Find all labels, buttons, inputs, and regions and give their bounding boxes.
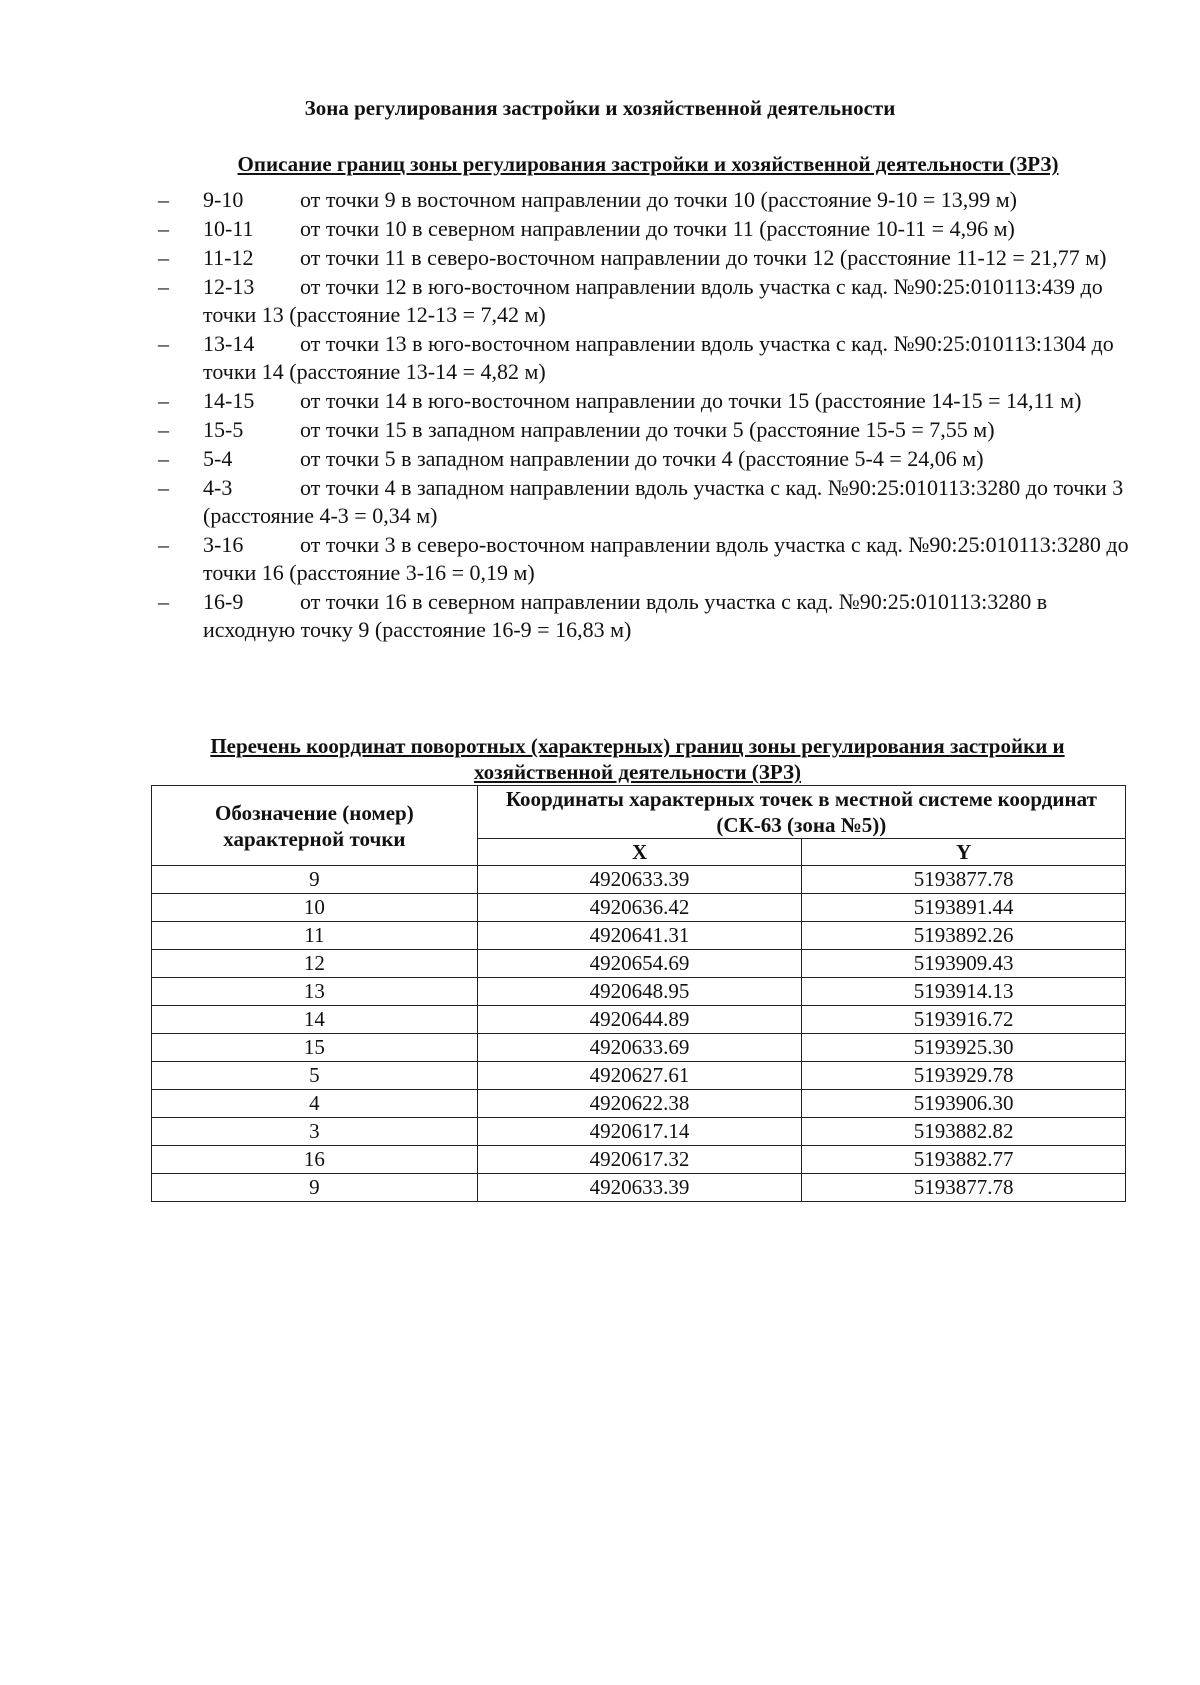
header-coordinates: Координаты характерных точек в местной системе координат (СК-63 (зона №5)): [477, 786, 1125, 839]
table-row: [152, 1034, 1126, 1062]
bullet-dash: –: [158, 274, 169, 299]
cell-y: 5193914.13: [802, 978, 1126, 1006]
cell-x: 4920644.89: [477, 1006, 802, 1034]
cell-y: 5193891.44: [802, 894, 1126, 922]
cell-point: 11: [152, 922, 478, 950]
segment-description: от точки 3 в северо-восточном направлении вдоль участка с кад. №90:25:010113:3280 до точки 16 (расстояние 3-16 = 0,19 м): [203, 532, 1129, 585]
segment-label: 14-15: [203, 388, 255, 413]
cell-x: 4920617.32: [477, 1146, 802, 1174]
table-row: [152, 1062, 1126, 1090]
table-row: [152, 978, 1126, 1006]
segment-description: от точки 14 в юго-восточном направлении до точки 15 (расстояние 14-15 = 14,11 м): [300, 388, 1082, 413]
table-row: [152, 1118, 1126, 1146]
segment-label: 11-12: [203, 245, 254, 270]
table-title: Перечень координат поворотных (характерных) границ зоны регулирования застройки и хозяйственной деятельности (ЗРЗ): [210, 734, 1065, 784]
boundary-item: [0, 387, 1200, 415]
segment-label: 4-3: [203, 475, 233, 500]
table-row: [152, 866, 1126, 894]
bullet-dash: –: [158, 245, 169, 270]
cell-point: 14: [152, 1006, 478, 1034]
cell-point: 10: [152, 894, 478, 922]
cell-point: 3: [152, 1118, 478, 1146]
table-row: [152, 1006, 1126, 1034]
cell-x: 4920633.39: [477, 866, 802, 894]
boundary-item: [0, 588, 1200, 644]
bullet-dash: –: [158, 331, 169, 356]
segment-description: от точки 15 в западном направлении до точки 5 (расстояние 15-5 = 7,55 м): [300, 417, 995, 442]
table-row: [152, 1174, 1126, 1202]
boundary-item: [0, 330, 1200, 386]
cell-y: 5193925.30: [802, 1034, 1126, 1062]
cell-y: 5193882.82: [802, 1118, 1126, 1146]
boundary-item: [0, 273, 1200, 329]
cell-point: 15: [152, 1034, 478, 1062]
boundary-item: [0, 416, 1200, 444]
segment-label: 13-14: [203, 331, 255, 356]
boundary-item: [0, 474, 1200, 530]
bullet-dash: –: [158, 532, 169, 557]
segment-description: от точки 13 в юго-восточном направлении вдоль участка с кад. №90:25:010113:1304 до точки 14 (расстояние 13-14 = 4,82 м): [203, 331, 1114, 384]
cell-x: 4920636.42: [477, 894, 802, 922]
page-title: Зона регулирования застройки и хозяйственной деятельности: [304, 96, 896, 120]
cell-x: 4920627.61: [477, 1062, 802, 1090]
bullet-dash: –: [158, 446, 169, 471]
cell-point: 5: [152, 1062, 478, 1090]
cell-x: 4920617.14: [477, 1118, 802, 1146]
cell-y: 5193916.72: [802, 1006, 1126, 1034]
cell-y: 5193906.30: [802, 1090, 1126, 1118]
segment-description: от точки 12 в юго-восточном направлении вдоль участка с кад. №90:25:010113:439 до точки 13 (расстояние 12-13 = 7,42 м): [203, 274, 1103, 327]
cell-point: 9: [152, 1174, 478, 1202]
cell-y: 5193892.26: [802, 922, 1126, 950]
segment-label: 10-11: [203, 216, 254, 241]
cell-point: 12: [152, 950, 478, 978]
cell-y: 5193929.78: [802, 1062, 1126, 1090]
bullet-dash: –: [158, 589, 169, 614]
boundary-description-list: [0, 186, 1200, 645]
cell-x: 4920633.39: [477, 1174, 802, 1202]
table-row: [152, 894, 1126, 922]
segment-label: 3-16: [203, 532, 244, 557]
coordinates-table: [151, 785, 1126, 1202]
table-row: [152, 1090, 1126, 1118]
cell-x: 4920641.31: [477, 922, 802, 950]
boundary-item: [0, 186, 1200, 214]
cell-x: 4920622.38: [477, 1090, 802, 1118]
segment-description: от точки 10 в северном направлении до точки 11 (расстояние 10-11 = 4,96 м): [300, 216, 1015, 241]
cell-y: 5193877.78: [802, 1174, 1126, 1202]
cell-point: 13: [152, 978, 478, 1006]
cell-point: 9: [152, 866, 478, 894]
segment-description: от точки 9 в восточном направлении до точки 10 (расстояние 9-10 = 13,99 м): [300, 187, 1017, 212]
segment-description: от точки 4 в западном направлении вдоль участка с кад. №90:25:010113:3280 до точки 3 (расстояние 4-3 = 0,34 м): [203, 475, 1124, 528]
bullet-dash: –: [158, 187, 169, 212]
cell-y: 5193882.77: [802, 1146, 1126, 1174]
boundary-item: [0, 531, 1200, 587]
cell-y: 5193909.43: [802, 950, 1126, 978]
bullet-dash: –: [158, 388, 169, 413]
segment-label: 5-4: [203, 446, 233, 471]
header-point: Обозначение (номер) характерной точки: [152, 786, 478, 866]
cell-x: 4920648.95: [477, 978, 802, 1006]
segment-label: 12-13: [203, 274, 255, 299]
header-x: X: [477, 839, 802, 866]
segment-label: 15-5: [203, 417, 244, 442]
bullet-dash: –: [158, 216, 169, 241]
boundary-item: [0, 445, 1200, 473]
table-row: [152, 1146, 1126, 1174]
cell-point: 4: [152, 1090, 478, 1118]
table-row: [152, 950, 1126, 978]
table-row: [152, 922, 1126, 950]
bullet-dash: –: [158, 417, 169, 442]
segment-description: от точки 11 в северо-восточном направлении до точки 12 (расстояние 11-12 = 21,77 м): [300, 245, 1107, 270]
cell-x: 4920654.69: [477, 950, 802, 978]
segment-label: 9-10: [203, 187, 244, 212]
segment-label: 16-9: [203, 589, 244, 614]
description-title: Описание границ зоны регулирования застройки и хозяйственной деятельности (ЗРЗ): [237, 152, 1059, 176]
segment-description: от точки 5 в западном направлении до точки 4 (расстояние 5-4 = 24,06 м): [300, 446, 984, 471]
header-y: Y: [802, 839, 1126, 866]
boundary-item: [0, 215, 1200, 243]
cell-x: 4920633.69: [477, 1034, 802, 1062]
bullet-dash: –: [158, 475, 169, 500]
cell-point: 16: [152, 1146, 478, 1174]
segment-description: от точки 16 в северном направлении вдоль участка с кад. №90:25:010113:3280 в исходную точку 9 (расстояние 16-9 = 16,83 м): [203, 589, 1048, 642]
cell-y: 5193877.78: [802, 866, 1126, 894]
boundary-item: [0, 244, 1200, 272]
